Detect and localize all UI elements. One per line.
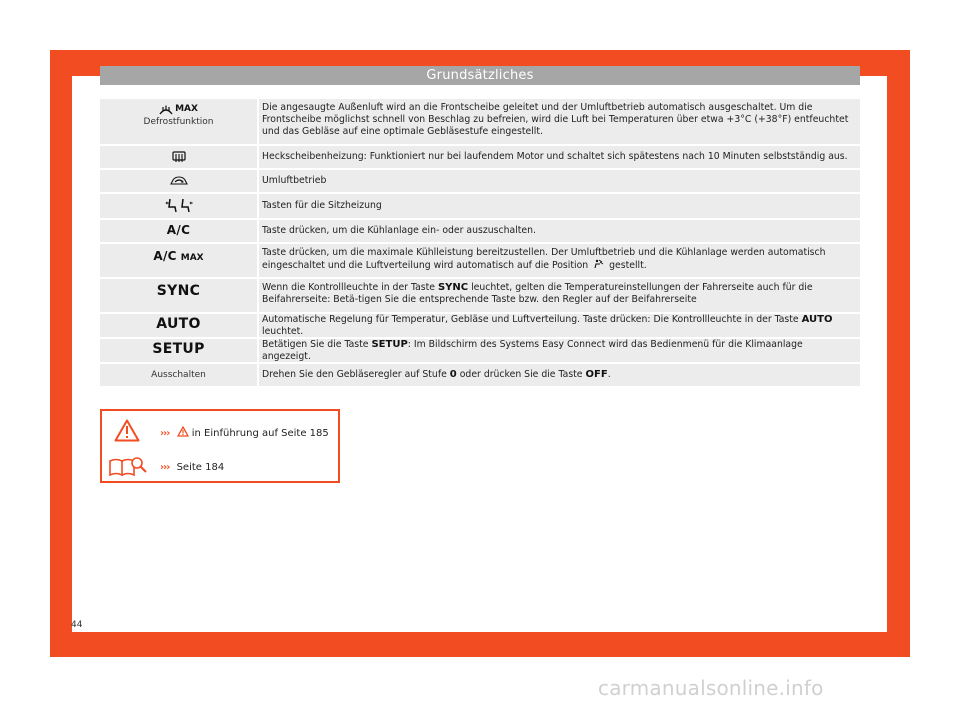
description-cell: Taste drücken, um die Kühlanlage ein- oder auszuschalten. (257, 220, 860, 242)
description-text: leuchtet. (262, 325, 304, 337)
description-cell: Umluftbetrieb (257, 170, 860, 192)
symbol-cell (100, 194, 257, 218)
table-row (100, 339, 860, 362)
description-cell (257, 364, 860, 386)
page-number: 44 (71, 620, 83, 630)
watermark: carmanualsonline.info (598, 676, 824, 700)
table-row (100, 170, 860, 192)
description-cell: Tasten für die Sitzheizung (257, 194, 860, 218)
symbol-cell (100, 314, 257, 337)
table-row (100, 146, 860, 168)
warning-triangle-icon (114, 419, 140, 442)
description-text: Drehen Sie den Gebläseregler auf Stufe (262, 369, 447, 380)
auto-inline-symbol: AUTO (801, 313, 833, 325)
description-text: gestellt. (609, 260, 647, 271)
description-cell (257, 279, 860, 312)
reference-line-page[interactable] (160, 462, 224, 474)
front-defrost-icon (159, 104, 173, 115)
sync-symbol: SYNC (156, 283, 201, 299)
description-text: . (607, 369, 611, 380)
symbol-cell (100, 364, 257, 386)
rear-window-heating-icon (172, 151, 186, 163)
description-text: Wenn die Kontrollleuchte in der Taste (262, 282, 435, 293)
ac-symbol: A/C (153, 249, 177, 263)
table-row (100, 220, 860, 242)
section-header: Grundsätzliches (100, 66, 860, 85)
description-text: Taste drücken, um die maximale Kühlleistung bereitzustellen. Der Umluftbetrieb und die Kühlanlage werden automatisch eingeschaltet und die Luftverteilung wird automatisch auf die Position (262, 247, 826, 271)
auto-symbol: AUTO (156, 316, 201, 332)
description-cell: Die angesaugte Außenluft wird an die Frontscheibe geleitet und der Umluftbetrieb automatisch ausgeschaltet. Um die Frontscheibe möglichst schnell von Beschlag zu befreien, wird die Luft bei Temperaturen über etwa +3°C (+38°F) entfeuchtet und das Gebläse auf eine optimale Gebläsestufe eingestellt. (257, 99, 860, 144)
description-cell (257, 339, 860, 362)
row-label: Defrostfunktion (143, 117, 214, 127)
reference-box (100, 409, 340, 483)
warning-inline-icon (177, 426, 189, 437)
manual-book-icon (108, 455, 150, 479)
reference-line-intro[interactable] (160, 426, 329, 440)
symbol-cell (100, 99, 257, 144)
description-cell (257, 244, 860, 277)
reference-text: in Einführung auf Seite 185 (191, 428, 329, 439)
table-row (100, 364, 860, 386)
description-text: Betätigen Sie die Taste (262, 338, 369, 350)
table-row (100, 279, 860, 312)
table-row (100, 194, 860, 218)
description-text: Automatische Regelung für Temperatur, Gebläse und Luftverteilung. Taste drücken: Die Kontrollleuchte in der Taste (262, 313, 799, 325)
symbol-cell (100, 339, 257, 362)
symbol-cell (100, 244, 257, 277)
zero-inline-symbol: 0 (449, 369, 457, 380)
description-text: leuchtet, gelten die Temperatureinstellungen der Fahrerseite auch für die Beifahrerseite: Betä-tigen Sie die entsprechende Taste bzw. den Regler auf der Beifahrerseite (262, 282, 813, 305)
symbol-cell (100, 170, 257, 192)
max-symbol: MAX (175, 104, 198, 114)
symbol-cell (100, 279, 257, 312)
sync-inline-symbol: SYNC (437, 282, 469, 293)
row-label: Ausschalten (151, 370, 206, 380)
chevron: ››› (160, 428, 170, 439)
setup-symbol: SETUP (152, 341, 205, 357)
air-distribution-icon (593, 259, 604, 269)
max-symbol: MAX (180, 253, 204, 263)
off-inline-symbol: OFF (585, 369, 608, 380)
description-cell (257, 314, 860, 337)
description-text: oder drücken Sie die Taste (459, 369, 583, 380)
seat-heating-icon (164, 198, 194, 213)
controls-table (100, 99, 860, 388)
setup-inline-symbol: SETUP (371, 338, 408, 350)
reference-text: Seite 184 (176, 462, 225, 473)
table-row (100, 314, 860, 337)
symbol-cell (100, 146, 257, 168)
chevron: ››› (160, 462, 170, 473)
table-row (100, 99, 860, 144)
description-text: : Im Bildschirm des Systems Easy Connect wird das Bedienmenü für die Klimaanlage angezeigt. (262, 338, 803, 362)
description-cell: Heckscheibenheizung: Funktioniert nur bei laufendem Motor und schaltet sich spätestens nach 10 Minuten selbstständig aus. (257, 146, 860, 168)
symbol-cell (100, 220, 257, 242)
recirculation-icon (169, 175, 189, 186)
ac-symbol: A/C (166, 223, 191, 237)
table-row (100, 244, 860, 277)
